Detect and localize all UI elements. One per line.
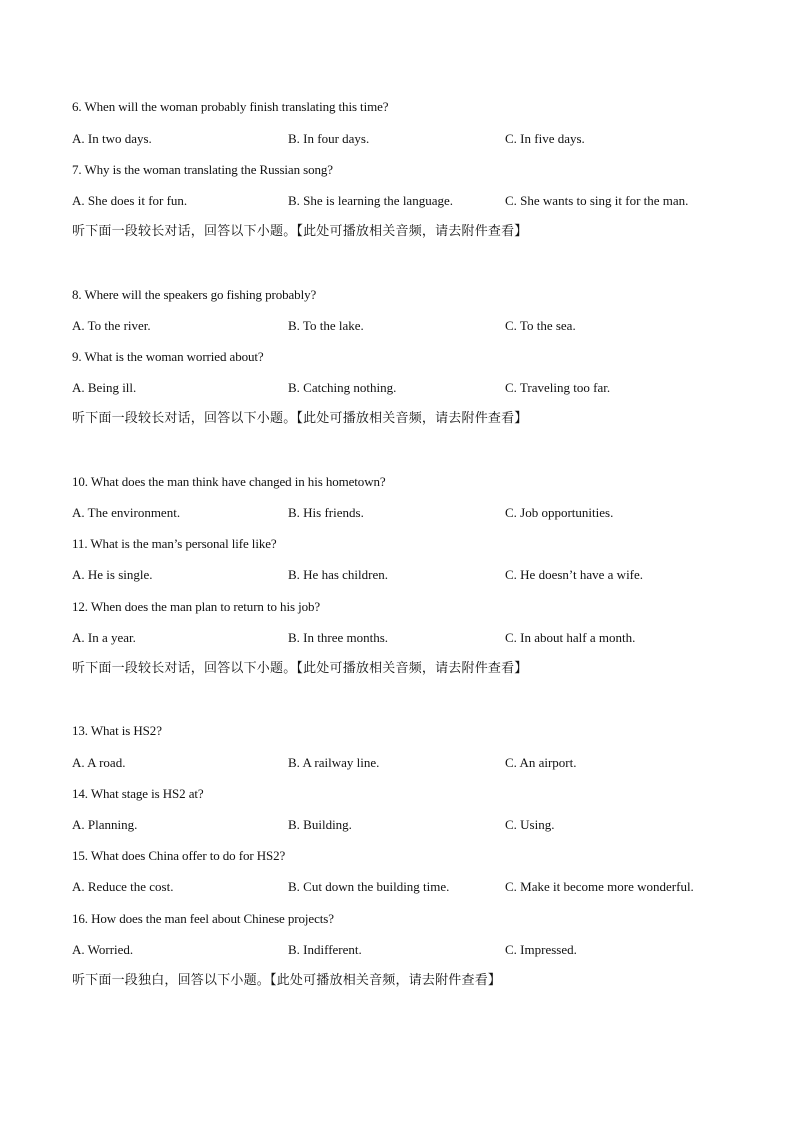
question-16-option-b: B. Indifferent. (288, 942, 362, 957)
question-6: 6. When will the woman probably finish translating this time? (72, 99, 389, 114)
question-10: 10. What does the man think have changed in his hometown? (72, 474, 386, 489)
question-10-option-c: C. Job opportunities. (505, 505, 614, 520)
question-16-option-c: C. Impressed. (505, 942, 577, 957)
question-13-option-b: B. A railway line. (288, 755, 380, 770)
question-11-option-b: B. He has children. (288, 567, 389, 582)
question-14-option-a: A. Planning. (72, 817, 138, 832)
question-6-option-a: A. In two days. (72, 131, 152, 146)
question-10-option-b: B. His friends. (288, 505, 364, 520)
question-9-option-c: C. Traveling too far. (505, 380, 611, 395)
question-11: 11. What is the man’s personal life like? (72, 536, 277, 551)
question-9-option-a: A. Being ill. (72, 380, 137, 395)
question-8-option-a: A. To the river. (72, 318, 151, 333)
question-8-option-c: C. To the sea. (505, 318, 576, 333)
question-11-option-c: C. He doesn’t have a wife. (505, 567, 644, 582)
listening-instruction: 听下面一段较长对话，回答以下小题。【此处可播放相关音频，请去附件查看】 (72, 661, 528, 676)
question-10-option-a: A. The environment. (72, 505, 181, 520)
question-6-option-c: C. In five days. (505, 131, 585, 146)
question-7-option-a: A. She does it for fun. (72, 193, 188, 208)
question-13-option-c: C. An airport. (505, 755, 577, 770)
listening-instruction: 听下面一段较长对话，回答以下小题。【此处可播放相关音频，请去附件查看】 (72, 224, 528, 239)
question-9: 9. What is the woman worried about? (72, 349, 264, 364)
listening-instruction: 听下面一段独白，回答以下小题。【此处可播放相关音频，请去附件查看】 (72, 973, 502, 988)
question-16: 16. How does the man feel about Chinese projects? (72, 911, 334, 926)
question-12-option-b: B. In three months. (288, 630, 389, 645)
question-12: 12. When does the man plan to return to his job? (72, 599, 321, 614)
question-9-option-b: B. Catching nothing. (288, 380, 397, 395)
question-16-option-a: A. Worried. (72, 942, 134, 957)
question-12-option-c: C. In about half a month. (505, 630, 636, 645)
question-14: 14. What stage is HS2 at? (72, 786, 204, 801)
question-15-option-a: A. Reduce the cost. (72, 879, 174, 894)
listening-instruction: 听下面一段较长对话，回答以下小题。【此处可播放相关音频，请去附件查看】 (72, 411, 528, 426)
question-8-option-b: B. To the lake. (288, 318, 364, 333)
question-7-option-b: B. She is learning the language. (288, 193, 453, 208)
question-15-option-b: B. Cut down the building time. (288, 879, 450, 894)
question-6-option-b: B. In four days. (288, 131, 370, 146)
question-8: 8. Where will the speakers go fishing probably? (72, 287, 317, 302)
question-12-option-a: A. In a year. (72, 630, 136, 645)
question-14-option-c: C. Using. (505, 817, 555, 832)
question-7-option-c: C. She wants to sing it for the man. (505, 193, 689, 208)
question-15: 15. What does China offer to do for HS2? (72, 848, 286, 863)
question-14-option-b: B. Building. (288, 817, 352, 832)
question-13: 13. What is HS2? (72, 723, 162, 738)
question-15-option-c: C. Make it become more wonderful. (505, 879, 694, 894)
question-7: 7. Why is the woman translating the Russian song? (72, 162, 333, 177)
question-13-option-a: A. A road. (72, 755, 126, 770)
question-11-option-a: A. He is single. (72, 567, 153, 582)
